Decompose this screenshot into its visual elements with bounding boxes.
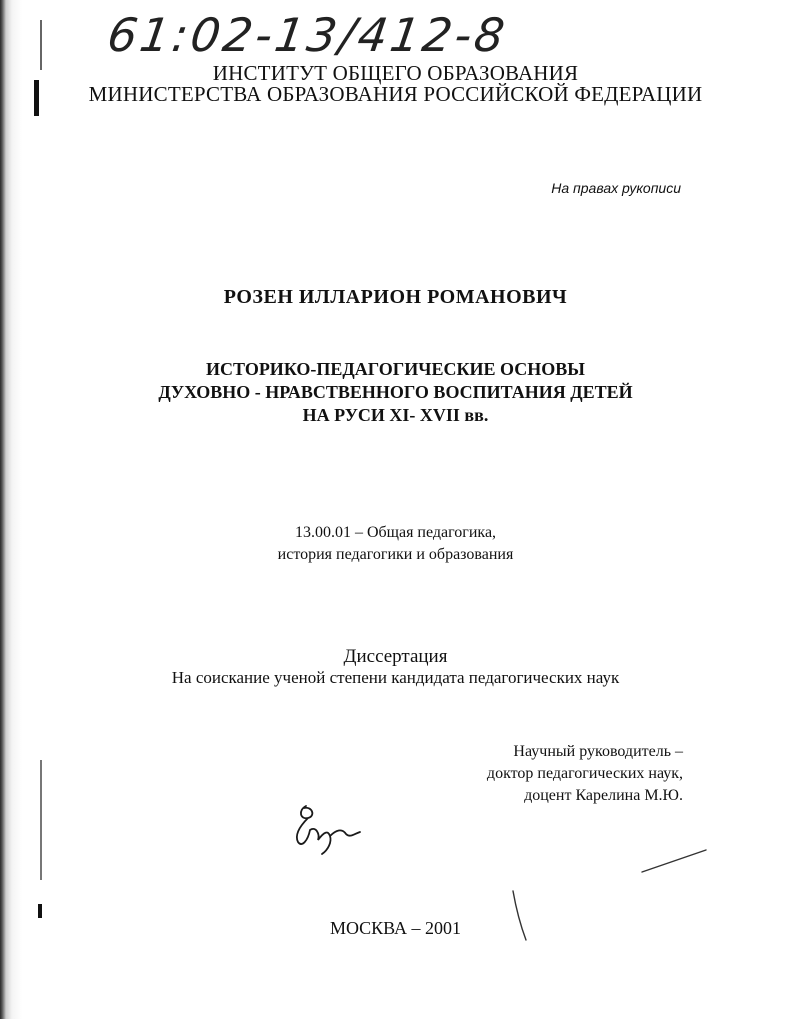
archive-number-handwritten: 61:02-13/412-8	[104, 8, 511, 62]
specialty-line-1: 13.00.01 – Общая педагогика,	[294, 524, 497, 541]
supervisor-block	[487, 741, 683, 807]
author-name: РОЗЕН ИЛЛАРИОН РОМАНОВИЧ	[223, 286, 568, 308]
pen-stroke-mark	[640, 846, 710, 876]
manuscript-rights-note: На правах рукописи	[551, 180, 681, 196]
title-line-1: ИСТОРИКО-ПЕДАГОГИЧЕСКИЕ ОСНОВЫ	[206, 359, 585, 379]
supervisor-line-2: доктор педагогических наук,	[486, 765, 683, 782]
document-type: Диссертация	[343, 646, 448, 667]
city-year: МОСКВА – 2001	[329, 918, 462, 938]
signature-icon	[288, 800, 368, 860]
institution-line-2: МИНИСТЕРСТВА ОБРАЗОВАНИЯ РОССИЙСКОЙ ФЕДЕРАЦИИ	[88, 82, 703, 106]
dissertation-title	[0, 358, 791, 427]
supervisor-line-1: Научный руководитель –	[513, 743, 683, 760]
scan-mark	[40, 760, 42, 880]
institution-line-1: ИНСТИТУТ ОБЩЕГО ОБРАЗОВАНИЯ	[212, 61, 579, 85]
specialty-block	[0, 522, 791, 566]
title-line-3: НА РУСИ XI- XVII вв.	[302, 405, 489, 425]
supervisor-line-3: доцент Карелина М.Ю.	[524, 787, 683, 804]
title-line-2: ДУХОВНО - НРАВСТВЕННОГО ВОСПИТАНИЯ ДЕТЕЙ	[158, 382, 633, 402]
degree-purpose: На соискание ученой степени кандидата педагогических наук	[171, 668, 620, 687]
scan-mark	[38, 904, 42, 918]
specialty-line-2: история педагогики и образования	[277, 546, 514, 563]
